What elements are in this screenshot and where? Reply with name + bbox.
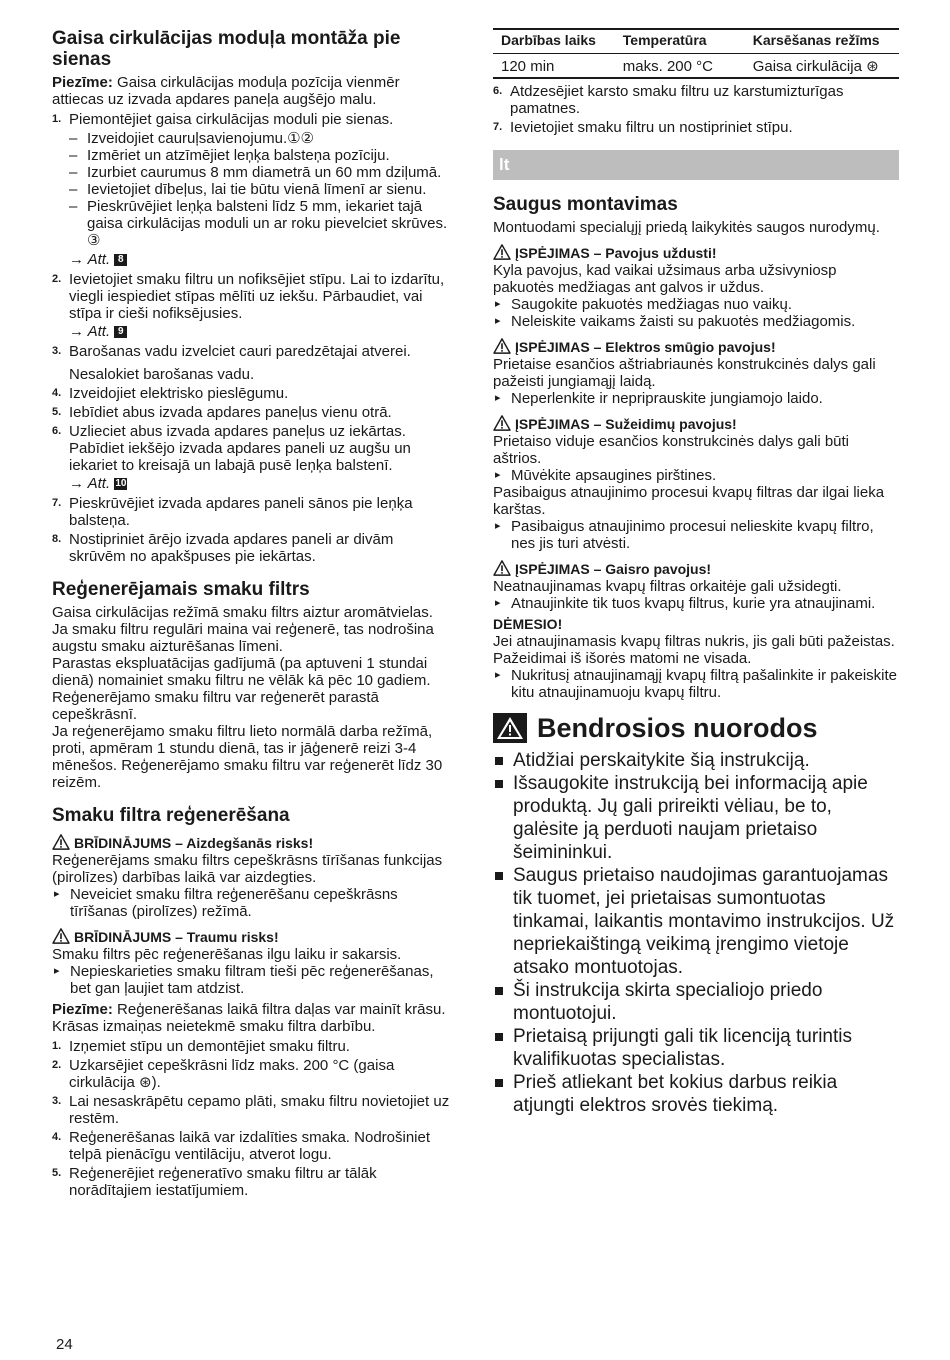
table-header-cell: Karsēšanas režīms xyxy=(745,29,899,54)
left-column xyxy=(52,28,450,1201)
section-title-filter-regeneration: Smaku filtra reģenerēšana xyxy=(52,805,290,826)
table-cell: 120 min xyxy=(493,54,615,79)
action-list xyxy=(493,667,899,701)
action-list xyxy=(52,963,450,997)
substep-item: – Izurbiet caurumus 8 mm diametrā un 60 mm dziļumā. xyxy=(69,164,450,181)
figure-reference: → Att. 10 xyxy=(69,475,127,492)
step-item: 4. Reģenerēšanas laikā var izdalīties smaka. Nodrošiniet telpā pienācīgu ventilāciju, atverot logu. xyxy=(52,1129,431,1163)
paragraph: Gaisa cirkulācijas režīmā smaku filtrs aiztur aromātvielas. Ja smaku filtru regulāri maina vai reģenerē, tas nodrošina augstu smaku aizturēšanas līmeni. xyxy=(52,604,434,655)
figure-reference: → Att. 9 xyxy=(69,323,450,340)
settings-table xyxy=(493,28,899,79)
step-item: 7. Pieskrūvējiet izvada apdares paneli sānos pie leņķa balsteņa. xyxy=(52,495,413,529)
wall-mount-steps xyxy=(52,111,450,565)
action-list xyxy=(493,467,899,484)
warning-heading: ĮSPĖJIMAS – Pavojus uždusti! xyxy=(493,244,899,262)
list-item: Ši instrukcija skirta specialiojo priedo montuotojui. xyxy=(493,979,899,1025)
big-section-title: Bendrosios nuorodos xyxy=(537,713,818,743)
step-item: 4. Izveidojiet elektrisko pieslēgumu. xyxy=(52,385,289,402)
action-list xyxy=(52,886,450,920)
action-list xyxy=(493,390,899,407)
action-list xyxy=(493,518,899,552)
figure-number-badge: 9 xyxy=(114,326,127,338)
substep-item: – Izmēriet un atzīmējiet leņķa balsteņa pozīciju. xyxy=(69,147,450,164)
step-item: 8. Nostipriniet ārējo izvada apdares paneli ar divām skrūvēm no apakšpuses pie iekārtas. xyxy=(52,531,394,565)
warning-heading: BRĪDINĀJUMS – Aizdegšanās risks! xyxy=(52,834,450,852)
action-item: ▸ Saugokite pakuotės medžiagas nuo vaikų. xyxy=(493,296,899,313)
step-item: 2. Ievietojiet smaku filtru un nofiksējiet stīpu. Lai to izdarītu, viegli iespiediet stīpas mēlīti uz iekšu. Pārbaudiet, vai stīpa ir cieši nofiksējusies. → Att. 9 xyxy=(52,271,450,340)
warning-heading: ĮSPĖJIMAS – Sužeidimų pavojus! xyxy=(493,415,899,433)
table-header-cell: Darbības laiks xyxy=(493,29,615,54)
action-item: ▸ Neperlenkite ir nepriprauskite jungiamojo laido. xyxy=(493,390,899,407)
section-title-wall-mount: Gaisa cirkulācijas moduļa montāža pie sienas xyxy=(52,28,401,70)
step-item: 3. Barošanas vadu izvelciet cauri paredzētajai atverei. Nesalokiet barošanas vadu. xyxy=(52,343,450,383)
list-item: Saugus prietaiso naudojimas garantuojamas tik tuomet, jei prietaisas sumontuotas tinkamai, laikantis montavimo instrukcijos. Už nepriekaištingą veikimą įrengimo vietoje atsako montuotojas. xyxy=(493,864,899,979)
language-bar: lt xyxy=(493,150,899,180)
table-row xyxy=(493,54,899,79)
note-module-position: Piezīme: Gaisa cirkulācijas moduļa pozīcija vienmēr attiecas uz izvada apdares paneļa augšējo malu. xyxy=(52,74,400,108)
warning-box-icon xyxy=(493,713,527,743)
warning-text: Prietaiso viduje esančios konstrukcinės dalys gali būti aštrios. xyxy=(493,433,850,467)
action-item: ▸ Neveiciet smaku filtra reģenerēšanu cepeškrāsns tīrīšanas (pirolīzes) režīmā. xyxy=(52,886,450,920)
list-item: Prieš atliekant bet kokius darbus reikia atjungti elektros srovės tiekimą. xyxy=(493,1071,899,1117)
right-column xyxy=(493,28,899,1117)
caution-heading: DĖMESIO! xyxy=(493,616,563,632)
list-item: Atidžiai perskaitykite šią instrukciją. xyxy=(493,749,899,772)
step-item: 2. Uzkarsējiet cepeškrāsni līdz maks. 200 °C (gaisa cirkulācija ⊛). xyxy=(52,1057,395,1091)
note-color-change: Piezīme: Reģenerēšanas laikā filtra daļas var mainīt krāsu. Krāsas izmaiņas neietekmē smaku filtra darbību. xyxy=(52,1001,446,1035)
regeneration-steps xyxy=(52,1038,450,1199)
list-item: Išsaugokite instrukciją bei informaciją apie produktą. Jų gali prireikti vėliau, be to, galėsite ją perduoti naujam prietaiso šeimininkui. xyxy=(493,772,899,864)
paragraph: Ja reģenerējamo smaku filtru lieto normālā darba režīmā, proti, apmēram 1 stundu dienā, tas ir jāģenerē reizi 3-4 mēnešos. Reģenerējamo smaku filtru var reģenerēt līdz 30 reizēm. xyxy=(52,723,443,791)
warning-heading: ĮSPĖJIMAS – Elektros smūgio pavojus! xyxy=(493,338,899,356)
table-cell: maks. 200 °C xyxy=(615,54,745,79)
warning-icon xyxy=(493,415,511,431)
substep-item: – Izveidojiet cauruļsavienojumu.①② xyxy=(69,130,450,147)
figure-reference: → Att. 8 xyxy=(69,251,450,268)
page-number: 24 xyxy=(56,1336,73,1353)
action-item: ▸ Nukritusį atnaujinamąjį kvapų filtrą pašalinkite ir pakeiskite kitu atnaujinamuoju kvapų filtru. xyxy=(493,667,899,701)
action-item: ▸ Nepieskarieties smaku filtram tieši pēc reģenerēšanas, bet gan ļaujiet tam atdzist. xyxy=(52,963,450,997)
figure-number-badge: 8 xyxy=(114,254,127,266)
substep-item: – Ievietojiet dībeļus, lai tie būtu vienā līmenī ar sienu. xyxy=(69,181,450,198)
list-item: Prietaisą prijungti gali tik licenciją turintis kvalifikuotas specialistas. xyxy=(493,1025,899,1071)
warning-text: Kyla pavojus, kad vaikai užsimaus arba užsivyniosp pakuotės medžiagas ant galvos ir uždus. xyxy=(493,262,837,296)
warning-icon xyxy=(52,834,70,850)
step-extra-text: Nesalokiet barošanas vadu. xyxy=(69,366,255,383)
paragraph: Montuodami specialųjį priedą laikykitės saugos nurodymų. xyxy=(493,219,880,236)
step-item: 3. Lai nesaskrāpētu cepamo plāti, smaku filtru novietojiet uz restēm. xyxy=(52,1093,450,1127)
step-item: 5. Iebīdiet abus izvada apdares paneļus vienu otrā. xyxy=(52,404,392,421)
warning-icon xyxy=(493,338,511,354)
action-item: ▸ Pasibaigus atnaujinimo procesui nelieskite kvapų filtro, nes jis turi atvėsti. xyxy=(493,518,899,552)
warning-text: Neatnaujinamas kvapų filtras orkaitėje gali užsidegti. xyxy=(493,578,842,595)
step-item: 1. Izņemiet stīpu un demontējiet smaku filtru. xyxy=(52,1038,350,1055)
step-item: 6. Uzlieciet abus izvada apdares paneļus uz iekārtas. Pabīdiet iekšējo izvada apdares paneli uz augšu un iekariet to kreisajā un labajā pusē leņķa balstenī. → Att. 10 xyxy=(52,423,450,492)
substep-list xyxy=(69,130,450,249)
paragraph: Reģenerējamo smaku filtru var reģenerēt parastā cepeškrāsnī. xyxy=(52,689,379,723)
step-item: 1. Piemontējiet gaisa cirkulācijas moduli pie sienas. – Izveidojiet cauruļsavienojumu.①② – Izmēriet un atzīmējiet leņķa balsteņa pozīciju. – Izurbiet caurumus 8 mm diametrā un 60 mm dziļumā. – Ievietojiet dībeļus, lai tie būtu vienā līmenī ar sienu. – Pieskrūvējiet leņķa balsteni līdz 5 mm, iekariet tajā gaisa cirkulācijas moduli un ar roku pievelciet skrūves. ③ → Att. 8 xyxy=(52,111,450,268)
section-title-regen-filter: Reģenerējamais smaku filtrs xyxy=(52,579,310,600)
action-list xyxy=(493,296,899,330)
warning-text: Smaku filtrs pēc reģenerēšanas ilgu laiku ir sakarsis. xyxy=(52,946,402,963)
warning-text: Prietaise esančios aštriabriaunės konstrukcinės dalys gali pažeisti jungiamąjį laidą. xyxy=(493,356,876,390)
table-cell: Gaisa cirkulācija ⊛ xyxy=(745,54,899,79)
warning-text: Reģenerējams smaku filtrs cepeškrāsns tīrīšanas funkcijas (pirolīzes) darbības laikā var aizdegties. xyxy=(52,852,443,886)
substep-item: – Pieskrūvējiet leņķa balsteni līdz 5 mm, iekariet tajā gaisa cirkulācijas moduli un ar roku pievelciet skrūves. ③ xyxy=(69,198,450,249)
cooling-steps xyxy=(493,83,899,136)
warning-icon xyxy=(493,244,511,260)
figure-number-badge: 10 xyxy=(115,478,127,490)
warning-icon xyxy=(52,928,70,944)
action-list xyxy=(493,595,899,612)
step-item: 5. Reģenerējiet reģeneratīvo smaku filtru ar tālāk norādītajiem iestatījumiem. xyxy=(52,1165,377,1199)
step-item: 6. Atdzesējiet karsto smaku filtru uz karstumizturīgas pamatnes. xyxy=(493,83,844,117)
action-item: ▸ Neleiskite vaikams žaisti su pakuotės medžiagomis. xyxy=(493,313,899,330)
table-header-row xyxy=(493,29,899,54)
paragraph: Parastas ekspluatācijas gadījumā (pa aptuveni 1 stundai dienā) nomainiet smaku filtru ne vēlāk kā pēc 10 gadiem. xyxy=(52,655,431,689)
warning-text: Pasibaigus atnaujinimo procesui kvapų filtras dar ilgai lieka karštas. xyxy=(493,484,885,518)
general-notes-list xyxy=(493,749,899,1117)
warning-icon xyxy=(493,560,511,576)
warning-heading: ĮSPĖJIMAS – Gaisro pavojus! xyxy=(493,560,899,578)
section-title-safe-install: Saugus montavimas xyxy=(493,194,678,215)
step-item: 7. Ievietojiet smaku filtru un nostipriniet stīpu. xyxy=(493,119,793,136)
action-item: ▸ Atnaujinkite tik tuos kvapų filtrus, kurie yra atnaujinami. xyxy=(493,595,899,612)
caution-text: Jei atnaujinamasis kvapų filtras nukris, jis gali būti pažeistas. Pažeidimai iš išorės matomi ne visada. xyxy=(493,633,895,667)
general-notes-heading xyxy=(493,713,899,743)
warning-heading: BRĪDINĀJUMS – Traumu risks! xyxy=(52,928,450,946)
table-header-cell: Temperatūra xyxy=(615,29,745,54)
action-item: ▸ Mūvėkite apsaugines pirštines. xyxy=(493,467,899,484)
